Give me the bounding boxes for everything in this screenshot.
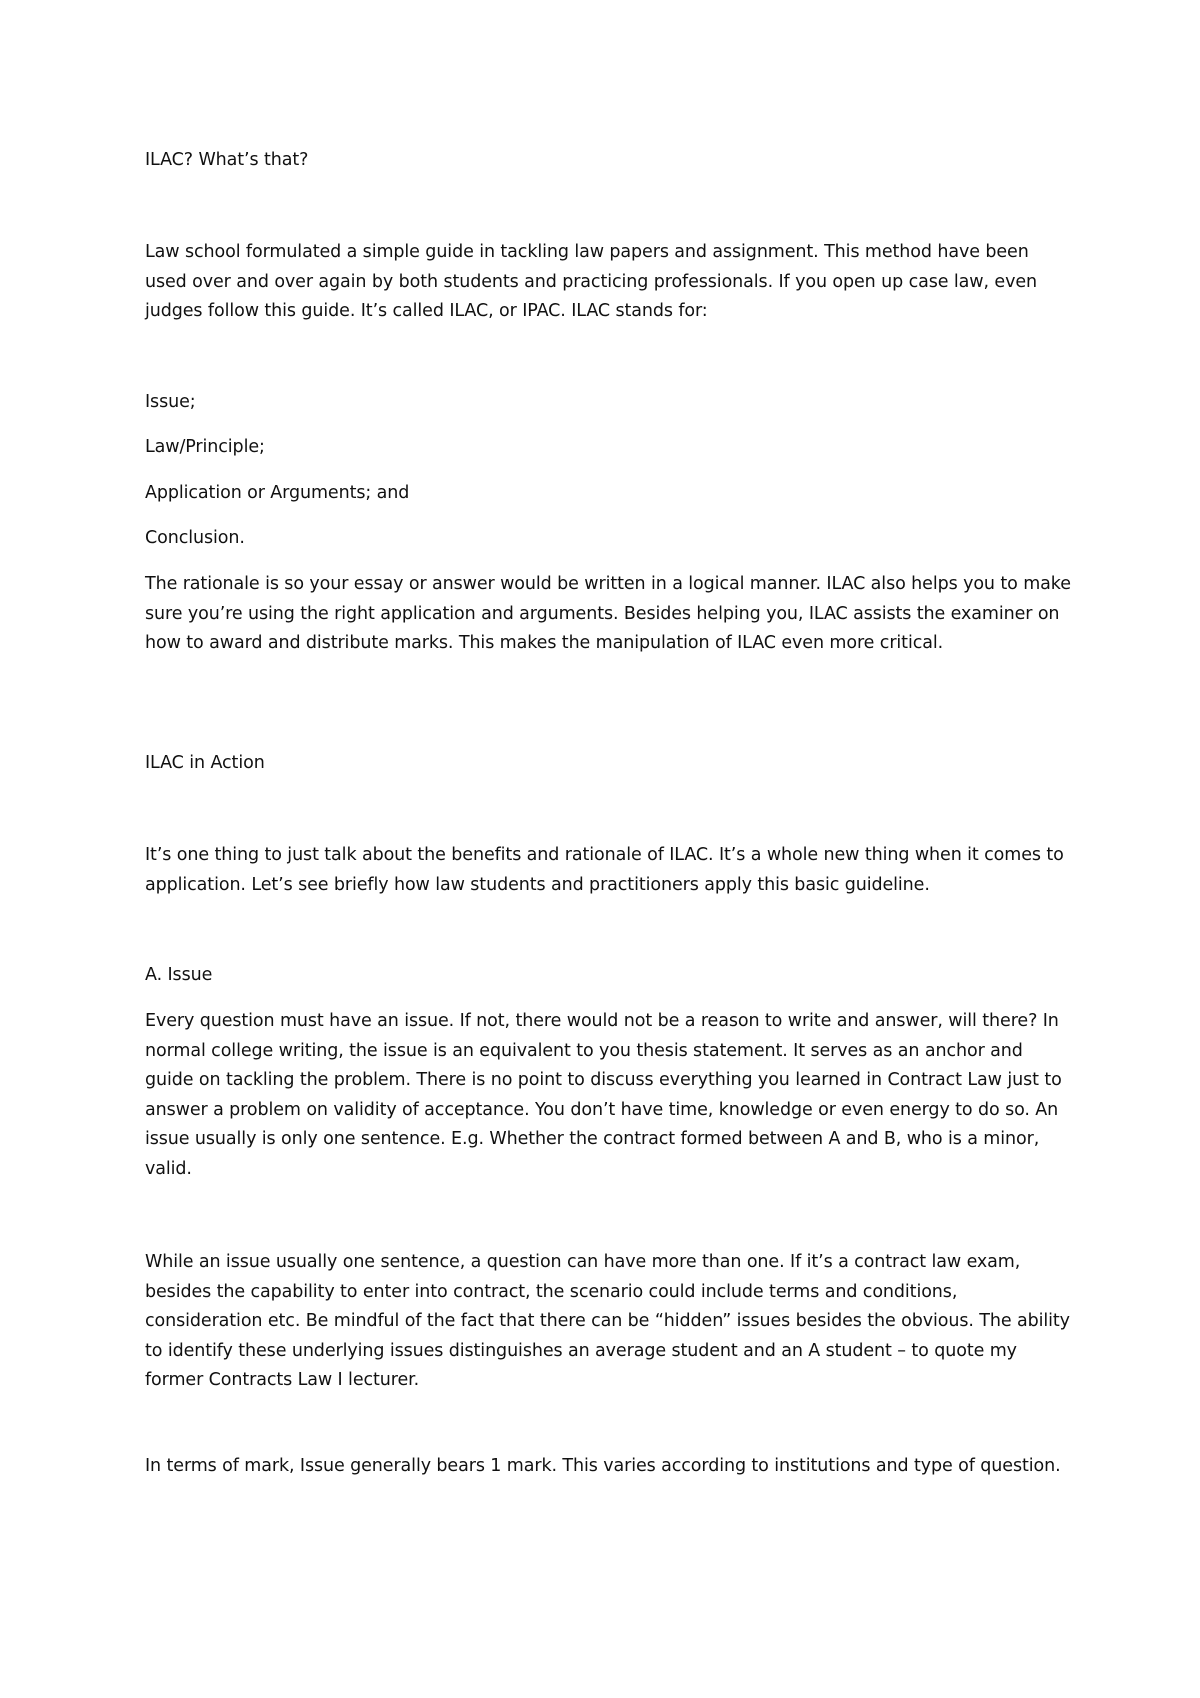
issue-paragraph-1: Every question must have an issue. If not, there would not be a reason to write and answer, will there? In normal college writing, the issue is an equivalent to you thesis statement. It serves as an anchor and guide on tackling the problem. There is no point to discuss everything you learned in Contract Law just to answer a problem on validity of acceptance. You don’t have time, knowledge or even energy to do so. An issue usually is only one sentence. E.g. Whether the contract formed between A and B, who is a minor, valid. xyxy=(145,1011,1062,1179)
list-item-application: Application or Arguments; and xyxy=(145,483,410,503)
subsection-heading: A. Issue xyxy=(145,965,213,985)
issue-paragraph-3: In terms of mark, Issue generally bears 1 mark. This varies according to institutions and type of question. xyxy=(145,1456,1061,1476)
list-item-law: Law/Principle; xyxy=(145,437,265,457)
section-intro-paragraph: It’s one thing to just talk about the benefits and rationale of ILAC. It’s a whole new thing when it comes to application. Let’s see briefly how law students and practitioners apply this basic guideline. xyxy=(145,845,1064,895)
list-item-issue: Issue; xyxy=(145,392,196,412)
intro-paragraph: Law school formulated a simple guide in tackling law papers and assignment. This method have been used over and over again by both students and practicing professionals. If you open up case law, even judges follow this guide. It’s called ILAC, or IPAC. ILAC stands for: xyxy=(145,242,1037,321)
issue-paragraph-2: While an issue usually one sentence, a question can have more than one. If it’s a contract law exam, besides the capability to enter into contract, the scenario could include terms and conditions, consideration etc. Be mindful of the fact that there can be “hidden” issues besides the obvious. The ability to identify these underlying issues distinguishes an average student and an A student – to quote my former Contracts Law I lecturer. xyxy=(145,1252,1070,1390)
list-item-conclusion: Conclusion. xyxy=(145,528,245,548)
section-heading: ILAC in Action xyxy=(145,753,265,773)
document-title: ILAC? What’s that? xyxy=(145,150,309,170)
rationale-paragraph: The rationale is so your essay or answer would be written in a logical manner. ILAC also helps you to make sure you’re using the right application and arguments. Besides helping you, ILAC assists the examiner on how to award and distribute marks. This makes the manipulation of ILAC even more critical. xyxy=(145,574,1071,653)
